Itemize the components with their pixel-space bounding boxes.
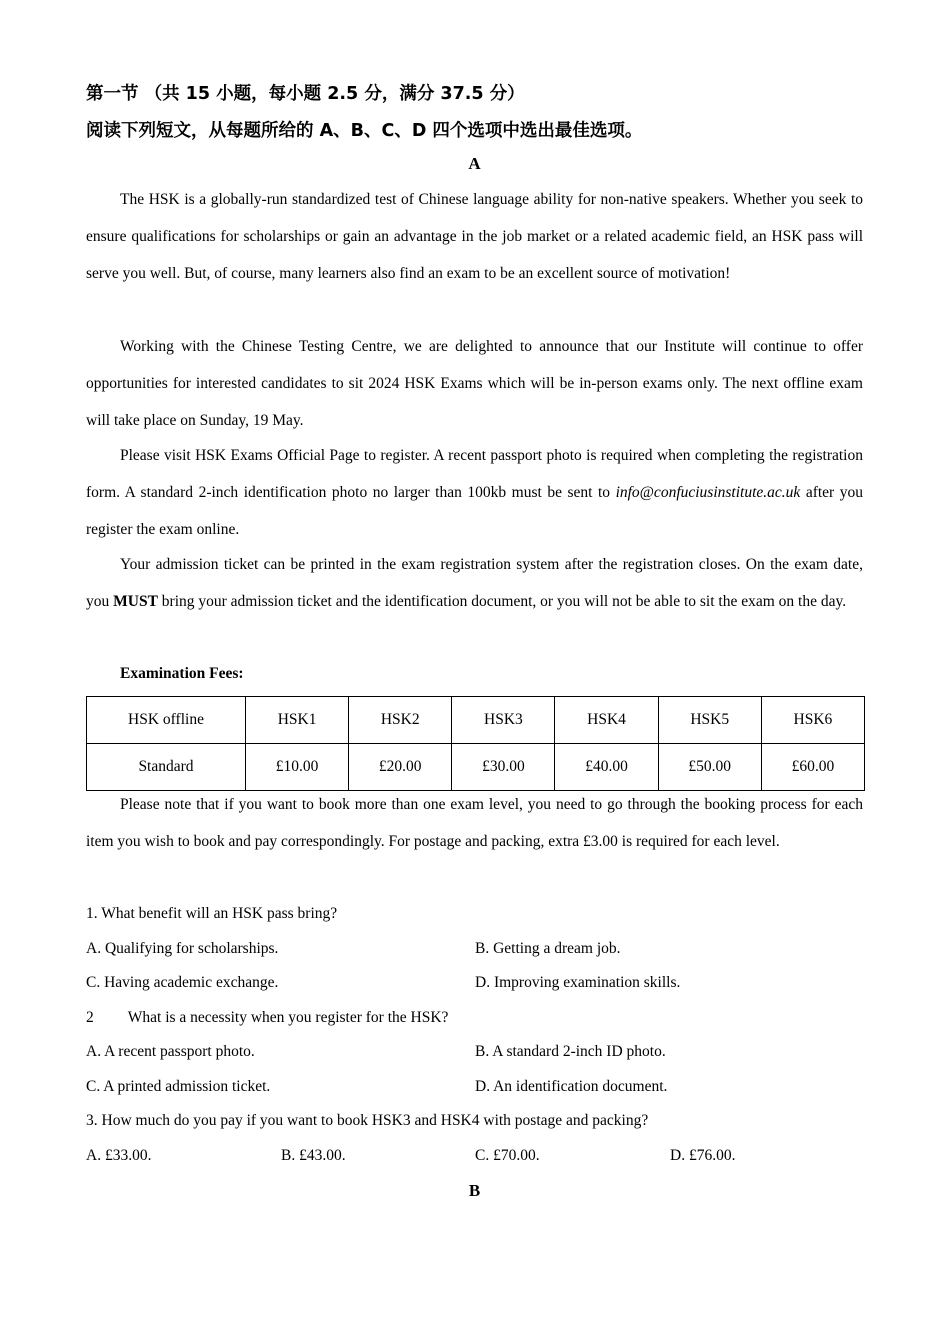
fees-table-row — [87, 744, 865, 791]
table-cell: £20.00 — [349, 744, 452, 791]
question-3 — [86, 1112, 648, 1130]
option-2b[interactable]: B. A standard 2-inch ID photo. — [475, 1043, 666, 1060]
option-3c[interactable]: C. £70.00. — [475, 1147, 540, 1164]
table-cell: £10.00 — [246, 744, 349, 791]
section-title: 第一节 （共 15 小题，每小题 2.5 分，满分 37.5 分） — [86, 84, 525, 104]
option-2c[interactable]: C. A printed admission ticket. — [86, 1078, 271, 1095]
section-instruction: 阅读下列短文，从每题所给的 A、B、C、D 四个选项中选出最佳选项。 — [86, 121, 643, 141]
question-text: What is a necessity when you register for the HSK? — [127, 1009, 449, 1026]
table-cell: £40.00 — [555, 744, 658, 791]
table-cell: £50.00 — [658, 744, 761, 791]
table-cell: HSK2 — [349, 697, 452, 744]
table-cell: Standard — [87, 744, 246, 791]
option-2a[interactable]: A. A recent passport photo. — [86, 1043, 255, 1060]
table-cell: HSK5 — [658, 697, 761, 744]
table-cell: HSK4 — [555, 697, 658, 744]
option-3b[interactable]: B. £43.00. — [281, 1147, 346, 1164]
question-1 — [86, 905, 337, 923]
option-1d[interactable]: D. Improving examination skills. — [475, 974, 681, 991]
question-number: 1. — [86, 905, 98, 922]
paragraph-3-text-end: after you register the exam online. — [86, 484, 863, 538]
option-3d[interactable]: D. £76.00. — [670, 1147, 736, 1164]
option-3a[interactable]: A. £33.00. — [86, 1147, 152, 1164]
fees-table-header-row — [87, 697, 865, 744]
paragraph-4-text: Your admission ticket can be printed in the exam registration system after the registration closes. On the exam date, you — [86, 556, 863, 610]
option-2d[interactable]: D. An identification document. — [475, 1078, 668, 1095]
passage-b-label: B — [468, 1181, 481, 1200]
question-text: What benefit will an HSK pass bring? — [101, 905, 338, 922]
must-emphasis: MUST — [113, 593, 158, 610]
table-cell: HSK3 — [452, 697, 555, 744]
table-cell: HSK1 — [246, 697, 349, 744]
option-1b[interactable]: B. Getting a dream job. — [475, 940, 621, 957]
paragraph-4-text-end: bring your admission ticket and the identification document, or you will not be able to sit the exam on the day. — [157, 593, 847, 610]
passage-a-paragraph-2: Working with the Chinese Testing Centre, we are delighted to announce that our Institute will continue to offer opportunities for interested candidates to sit 2024 HSK Exams which will be in-person exams only. The next offline exam will take place on Sunday, 19 May. — [86, 338, 863, 429]
passage-a-label: A — [468, 154, 481, 173]
table-cell: £60.00 — [761, 744, 864, 791]
fees-table — [86, 696, 865, 791]
passage-a-paragraph-3 — [86, 437, 863, 548]
table-cell: HSK offline — [87, 697, 246, 744]
question-text: How much do you pay if you want to book HSK3 and HSK4 with postage and packing? — [101, 1112, 649, 1129]
paragraph-3-text: Please visit HSK Exams Official Page to register. A recent passport photo is required when completing the registration form. A standard 2-inch identification photo no larger than 100kb must be sent to — [86, 447, 863, 501]
passage-a-paragraph-1: The HSK is a globally-run standardized test of Chinese language ability for non-native speakers. Whether you seek to ensure qualifications for scholarships or gain an advantage in the job market or a related academic field, an HSK pass will serve you well. But, of course, many learners also find an exam to be an excellent source of motivation! — [86, 191, 863, 282]
table-cell: HSK6 — [761, 697, 864, 744]
option-1a[interactable]: A. Qualifying for scholarships. — [86, 940, 279, 957]
passage-a-note: Please note that if you want to book more than one exam level, you need to go through the booking process for each item you wish to book and pay correspondingly. For postage and packing, extra £3.00 is required for each level. — [86, 796, 863, 850]
question-number: 2 — [86, 1009, 94, 1026]
table-cell: £30.00 — [452, 744, 555, 791]
contact-email: info@confuciusinstitute.ac.uk — [615, 484, 801, 501]
option-1c[interactable]: C. Having academic exchange. — [86, 974, 279, 991]
question-number: 3. — [86, 1112, 98, 1129]
fees-label: Examination Fees: — [120, 665, 244, 682]
question-2 — [86, 1009, 448, 1027]
passage-a-paragraph-4 — [86, 546, 863, 620]
